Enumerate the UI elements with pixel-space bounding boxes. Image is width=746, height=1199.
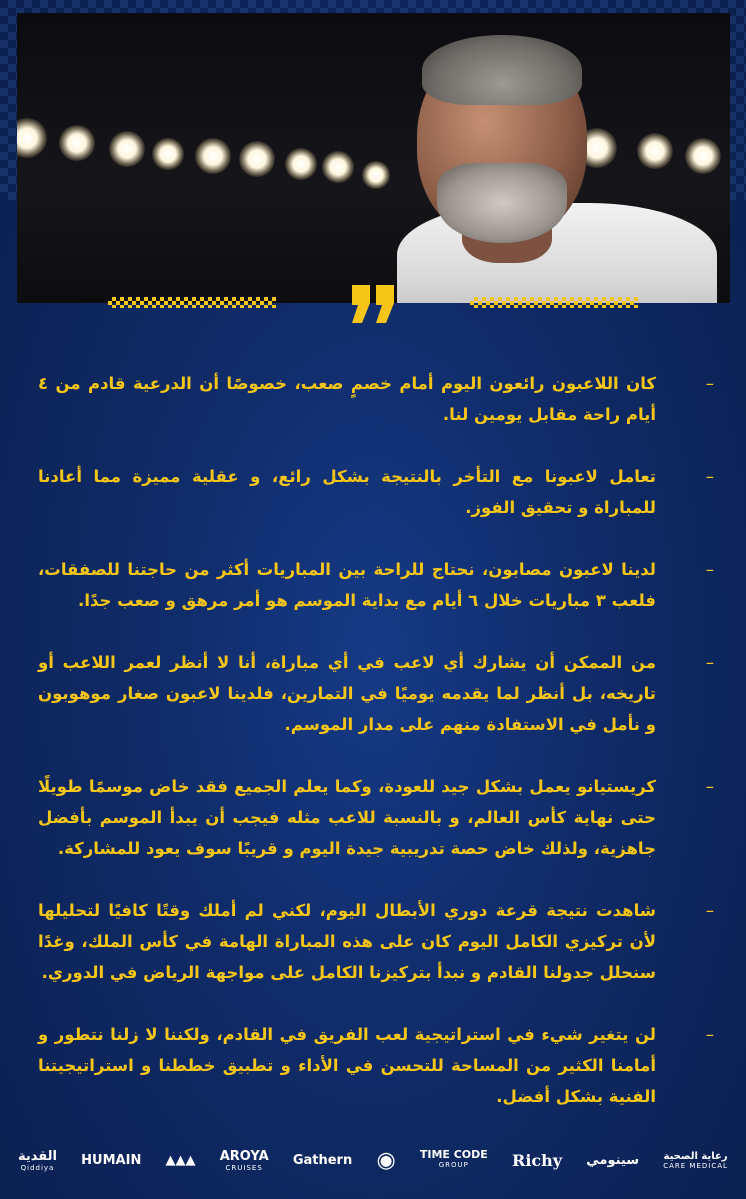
stadium-light — [152, 138, 184, 170]
statement-1 — [38, 368, 714, 430]
sponsor-adidas-logo: ▲▲▲ — [165, 1152, 196, 1168]
statement-2 — [38, 461, 714, 523]
list-dash: – — [705, 777, 714, 796]
statements-list — [38, 368, 714, 1143]
stadium-light — [109, 131, 145, 167]
stadium-light — [239, 141, 275, 177]
list-dash: – — [705, 560, 714, 579]
quotation-marks-icon — [346, 283, 400, 325]
sponsor-bar — [18, 1135, 728, 1185]
statement-text: شاهدت نتيجة قرعة دوري الأبطال اليوم، لكني لم أملك وقتًا كافيًا لتحليلها لأن تركيزي الكامل اليوم كان على هذه المباراة الهامة في كأس الملك، وغدًا سنحلل جدولنا القادم و نبدأ بتركيزنا الكامل على مواجهة الرياض في الدوري. — [38, 901, 656, 982]
sponsor-humain-logo: HUMAIN — [81, 1152, 142, 1168]
stadium-light — [285, 148, 317, 180]
list-dash: – — [705, 467, 714, 486]
list-dash: – — [705, 901, 714, 920]
statement-text: لن يتغير شيء في استراتيجية لعب الفريق في القادم، ولكننا لا زلنا نتطور و أمامنا الكثير من المساحة للتحسن في الأداء و تطبيق خططنا و استراتيجيتنا الفنية بشكل أفضل. — [38, 1025, 656, 1106]
coach-beard — [437, 163, 567, 243]
coach-photo — [17, 13, 730, 303]
sponsor-qiddiya-logo: القدية Qiddiya — [18, 1148, 57, 1172]
statement-text: تعامل لاعبونا مع التأخر بالنتيجة بشكل رائع، و عقلية مميزة مما أعادنا للمباراة و تحقيق الفوز. — [38, 467, 656, 517]
stadium-light — [322, 151, 354, 183]
list-dash: – — [705, 653, 714, 672]
stadium-light — [685, 138, 721, 174]
sponsor-aroya-logo: AROYA CRUISES — [219, 1148, 269, 1172]
statement-4 — [38, 647, 714, 740]
sponsor-timecode-logo: TIME CODE GROUP — [419, 1148, 488, 1169]
statement-6 — [38, 895, 714, 988]
stadium-light — [17, 118, 47, 158]
statement-3 — [38, 554, 714, 616]
statement-text: كريستيانو يعمل بشكل جيد للعودة، وكما يعلم الجميع فقد خاض موسمًا طويلًا حتى نهاية كأس العالم، و بالنسبة للاعب مثله فيجب أن يبدأ الموسم بأفضل جاهزية، ولذلك خاض حصة تدريبية جيدة اليوم و قريبًا سوف يعود للمشاركة. — [38, 777, 656, 858]
list-dash: – — [705, 374, 714, 393]
stadium-light — [637, 133, 673, 169]
sponsor-richy-logo: Richy — [512, 1150, 563, 1170]
stadium-light — [362, 161, 390, 189]
sponsor-gathern-logo: Gathern — [292, 1152, 353, 1168]
list-dash: – — [705, 1025, 714, 1044]
stadium-light — [59, 125, 95, 161]
sponsor-cenomi-logo: سينومي — [586, 1152, 640, 1168]
statement-text: لدينا لاعبون مصابون، نحتاج للراحة بين المباريات أكثر من حاجتنا للصفقات، فلعب ٣ مباريات خلال ٦ أيام مع بداية الموسم هو أمر مرهق و صعب جدًا. — [38, 560, 656, 610]
statement-7 — [38, 1019, 714, 1112]
decor-dashes-right — [470, 297, 638, 308]
statement-text: كان اللاعبون رائعون اليوم أمام خصمٍ صعب، خصوصًا أن الدرعية قادم من ٤ أيام راحة مقابل يومين لنا. — [38, 374, 656, 424]
sponsor-care-medical-logo: رعاية الصحية CARE MEDICAL — [663, 1150, 728, 1170]
decor-dashes-left — [108, 297, 276, 308]
coach-hair — [422, 35, 582, 105]
statement-5 — [38, 771, 714, 864]
stadium-light — [195, 138, 231, 174]
sponsor-bmw-logo: ◉ — [376, 1147, 396, 1173]
statement-text: من الممكن أن يشارك أي لاعب في أي مباراة، أنا لا أنظر لعمر اللاعب أو تاريخه، بل أنظر لما يقدمه يوميًا في التمارين، فلدينا لاعبون صغار موهوبون و نأمل في الاستفادة منهم على مدار الموسم. — [38, 653, 656, 734]
